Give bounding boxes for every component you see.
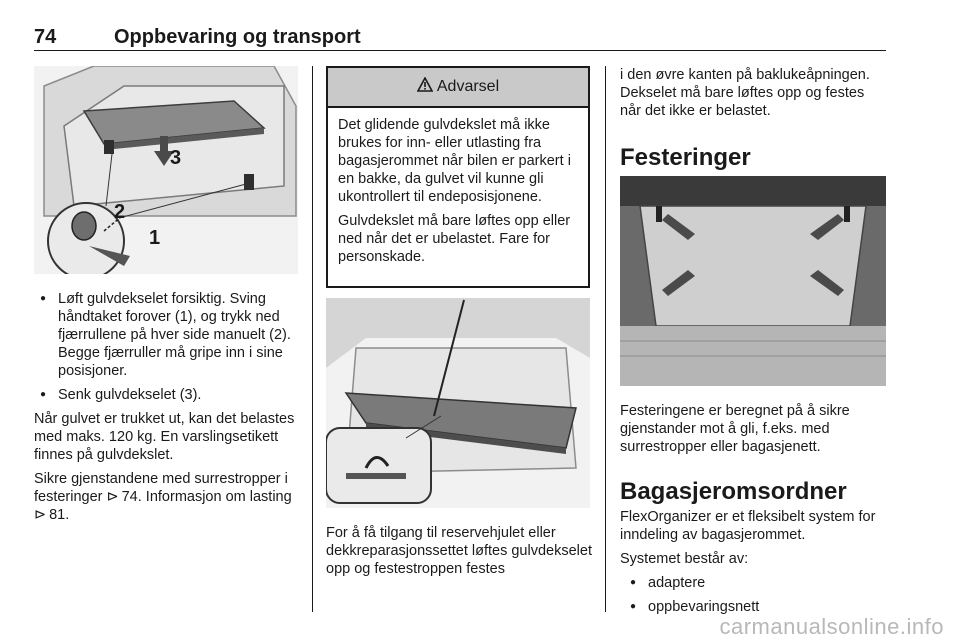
system-component-item: ● oppbevaringsnett [624, 598, 886, 616]
warning-header [328, 68, 588, 108]
page-reference-link[interactable]: 81 [49, 507, 66, 523]
instruction-item: ● Løft gulvdekselet forsiktig. Sving håndtaket forover (1), og trykk ned fjærrullene på hver side manuelt (2). Begge fjærruller må gripe inn i sine posisjoner. [34, 290, 300, 380]
header-rule [34, 50, 886, 51]
figure-floor-cover-release [34, 66, 298, 274]
figure-spare-wheel-access [326, 298, 590, 508]
warning-box [326, 66, 590, 288]
column-1-text [34, 290, 300, 530]
spare-wheel-illustration [326, 298, 590, 508]
warning-triangle-icon [417, 77, 433, 97]
figure-label-1: 1 [149, 227, 161, 249]
continuation-paragraph: i den øvre kanten på baklukeåpningen. Dekselet må bare løftes opp og festes når det ikke er belastet. [620, 67, 870, 119]
figure-label-3: 3 [170, 147, 182, 169]
figure-lashing-eyes [620, 176, 886, 386]
system-components-list [624, 574, 886, 616]
system-paragraph: Systemet består av: [620, 551, 749, 567]
warning-title: Advarsel [436, 78, 500, 95]
lashing-eyes-illustration [620, 176, 886, 386]
section-heading-bagasjeromsordner: Bagasjeromsordner [620, 478, 847, 505]
column-2-text [326, 524, 592, 584]
arrow-ref-icon: ⊳ [34, 507, 47, 523]
page-title: Oppbevaring og transport [114, 26, 361, 48]
instruction-list [34, 290, 300, 404]
page-reference-link[interactable]: 74 [121, 489, 138, 505]
figure-label-2: 2 [114, 201, 126, 223]
festeringer-paragraph: Festeringene er beregnet på å sikre gjenstander mot å gli, f.eks. med surrestropper eller bagasjenett. [620, 403, 850, 455]
floor-cover-illustration [34, 66, 298, 274]
flexorganizer-paragraph: FlexOrganizer er et fleksibelt system for inndeling av bagasjerommet. [620, 509, 876, 543]
column-3-intro [620, 66, 886, 126]
load-capacity-paragraph: Når gulvet er trukket ut, kan det belastes med maks. 120 kg. En varslingsetikett finnes på gulvdekslet. [34, 411, 295, 463]
spare-wheel-paragraph: For å få tilgang til reservehjulet eller dekkreparasjonssettet løftes gulvdekselet opp og festestroppen festes [326, 525, 592, 577]
instruction-item: ● Senk gulvdekselet (3). [34, 386, 300, 404]
warning-paragraph: Det glidende gulvdekslet må ikke brukes for inn- eller utlasting fra bagasjerommet når bilen er parkert i en bakke, da gulvet vil kunne gli ukontrollert til endeposisjonene. [338, 117, 571, 205]
section-heading-festeringer: Festeringer [620, 144, 751, 171]
warning-paragraph: Gulvdekslet må bare løftes opp eller ned når det er ubelastet. Fare for personskade. [338, 213, 571, 265]
column-3-flex-text [620, 508, 886, 622]
page-number: 74 [34, 26, 57, 48]
column-divider-left [312, 66, 313, 612]
arrow-ref-icon: ⊳ [106, 489, 119, 505]
watermark: carmanualsonline.info [719, 614, 944, 639]
system-component-item: ● adaptere [624, 574, 886, 592]
column-3-festeringer-text [620, 402, 886, 462]
secure-items-paragraph: Sikre gjenstandene med surrestropper i festeringer ⊳ 74. Informasjon om lasting ⊳ 81. [34, 471, 292, 523]
column-divider-right [605, 66, 606, 612]
warning-body [328, 108, 588, 280]
page-header [34, 26, 886, 56]
